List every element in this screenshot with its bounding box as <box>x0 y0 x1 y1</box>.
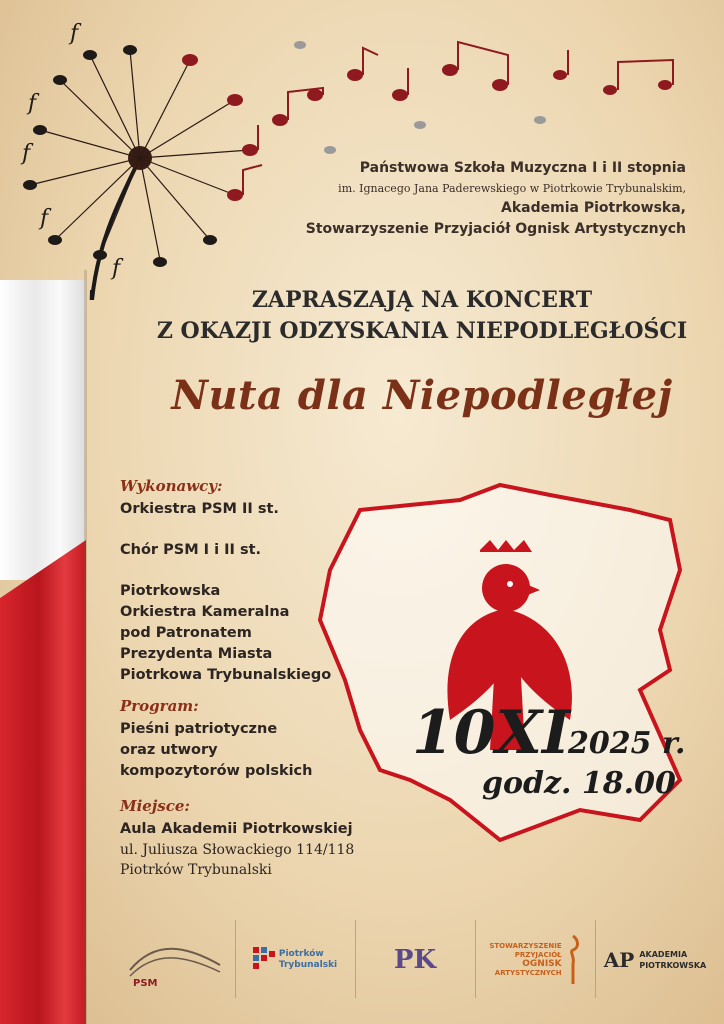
svg-text:PSM: PSM <box>133 978 158 989</box>
music-notes-dandelion-illustration <box>0 0 724 300</box>
svg-text:f: f <box>40 206 49 231</box>
performer-choir: Chór PSM I i II st. <box>120 542 262 558</box>
venue-section <box>120 797 354 880</box>
pk-logo-text: PK <box>393 945 437 975</box>
logo-divider <box>355 920 356 998</box>
piotrkow-mark-icon <box>253 947 275 973</box>
logo-divider <box>235 920 236 998</box>
performers-section <box>120 477 331 686</box>
piotrkow-logo <box>240 915 350 1005</box>
program-section <box>120 697 312 782</box>
venue-street: ul. Juliusza Słowackiego 114/118 <box>120 842 355 858</box>
venue-name: Aula Akademii Piotrkowskiej <box>120 821 353 837</box>
psm-logo <box>120 915 230 1005</box>
flag-red-stripe <box>0 540 86 1024</box>
spoa-line-4: ARTYSTYCZNYCH <box>494 969 562 977</box>
svg-text:f: f <box>22 141 31 166</box>
pk-logo <box>360 915 470 1005</box>
spoa-line-3: OGNISK <box>522 959 562 969</box>
performer-chamber-1: Piotrkowska <box>120 583 221 599</box>
sponsor-logos-bar <box>120 915 710 1005</box>
ap-line-2: PIOTRKOWSKA <box>639 961 707 970</box>
organizer-school-name: Państwowa Szkoła Muzyczna I i II stopnia <box>359 160 686 176</box>
akademia-piotrkowska-logo <box>600 915 710 1005</box>
concert-year: 2025 r. <box>568 726 686 761</box>
performer-chamber-3: pod Patronatem <box>120 625 252 641</box>
svg-text:f: f <box>70 21 79 46</box>
performer-chamber-5: Piotrkowa Trybunalskiego <box>120 667 332 683</box>
logo-divider <box>595 920 596 998</box>
flag-edge <box>84 270 87 1024</box>
logo-divider <box>475 920 476 998</box>
program-line-2: oraz utwory <box>120 742 218 758</box>
performers-label: Wykonawcy: <box>120 477 223 495</box>
spoa-line-2: PRZYJACIÓŁ <box>514 951 562 959</box>
venue-city: Piotrków Trybunalski <box>120 862 272 878</box>
organizer-academy: Akademia Piotrkowska, <box>501 200 686 216</box>
organizer-school-patron: im. Ignacego Jana Paderewskiego w Piotrkowie Trybunalskim, <box>338 182 686 195</box>
ap-line-1: AKADEMIA <box>639 950 688 959</box>
flag-white-stripe <box>0 280 86 580</box>
concert-time: godz. 18.00 <box>482 766 676 801</box>
program-label: Program: <box>120 697 199 715</box>
performer-chamber-4: Prezydenta Miasta <box>120 646 273 662</box>
violin-scroll-icon <box>565 934 581 986</box>
spoa-line-1: STOWARZYSZENIE <box>489 942 562 950</box>
svg-text:f: f <box>28 91 37 116</box>
psm-logo-mark <box>125 930 225 990</box>
concert-day-month: 10XI <box>412 698 571 768</box>
program-line-1: Pieśni patriotyczne <box>120 721 278 737</box>
organizer-association: Stowarzyszenie Przyjaciół Ognisk Artystycznych <box>305 221 686 237</box>
ap-mark-icon: AP <box>603 948 635 972</box>
svg-text:f: f <box>112 256 121 281</box>
program-line-3: kompozytorów polskich <box>120 763 313 779</box>
invitation-line-2: Z OKAZJI ODZYSKANIA NIEPODLEGŁOŚCI <box>156 318 688 344</box>
spoa-logo <box>480 915 590 1005</box>
performer-orchestra: Orkiestra PSM II st. <box>120 501 279 517</box>
concert-title: Nuta dla Niepodległej <box>171 372 673 419</box>
piotrkow-logo-line-2: Trybunalski <box>278 960 338 970</box>
invitation-line-1: ZAPRASZAJĄ NA KONCERT <box>251 287 593 313</box>
venue-label: Miejsce: <box>120 797 190 815</box>
piotrkow-logo-line-1: Piotrków <box>278 949 324 959</box>
performer-chamber-2: Orkiestra Kameralna <box>120 604 290 620</box>
